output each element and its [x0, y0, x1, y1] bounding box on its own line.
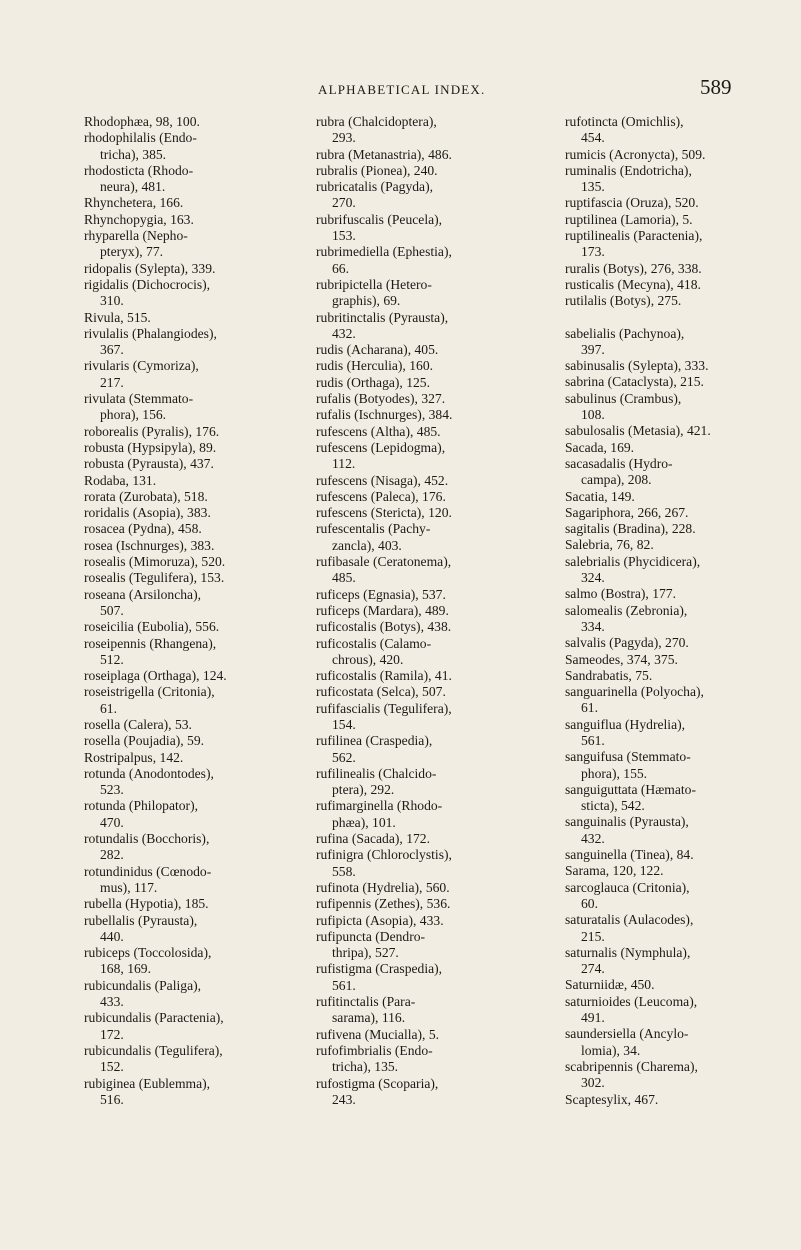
index-entry: sabulosalis (Metasia), 421. — [565, 423, 711, 439]
index-entry: Rivula, 515. — [84, 309, 151, 325]
index-entry: rubra (Metanastria), 486. — [316, 146, 452, 162]
index-entry: rivularis (Cymoriza), 217. — [84, 358, 199, 390]
index-entry: rudis (Herculia), 160. — [316, 358, 434, 374]
page-header — [0, 75, 801, 106]
index-entry: salvalis (Pagyda), 270. — [565, 635, 689, 651]
index-column-3 — [565, 114, 795, 1108]
index-entry: rusticalis (Mecyna), 418. — [565, 276, 701, 292]
index-entry: Sandrabatis, 75. — [565, 667, 653, 683]
index-entry: rufilinea (Craspedia), 562. — [316, 733, 433, 765]
index-entry: rufescens (Nisaga), 452. — [316, 472, 449, 488]
index-entry: ruralis (Botys), 276, 338. — [565, 260, 702, 276]
index-entry: rubrifuscalis (Peucela), 153. — [316, 211, 443, 244]
index-entry: rubicundalis (Paliga), 433. — [84, 977, 202, 1010]
index-entry: rufipicta (Asopia), 433. — [316, 912, 444, 928]
index-entry: sanguifusa (Stemmato- phora), 155. — [565, 749, 691, 781]
index-entry: rufalis (Botyodes), 327. — [316, 391, 446, 407]
index-entry: rubrimediella (Ephestia), 66. — [316, 244, 452, 276]
index-entry: rufescens (Altha), 485. — [316, 423, 441, 439]
index-entry: rufifascialis (Tegulifera), 154. — [316, 700, 452, 732]
index-entry: roseiplaga (Orthaga), 124. — [84, 668, 227, 684]
index-entry: rigidalis (Dichocrocis), 310. — [84, 276, 211, 309]
letter-group-gap — [565, 310, 795, 326]
index-entry: rubiginea (Eublemma), 516. — [84, 1075, 211, 1107]
index-entry: rufostigma (Scoparia), 243. — [316, 1075, 439, 1107]
index-entry: saundersiella (Ancylo- lomia), 34. — [565, 1026, 689, 1058]
index-entry: rufibasale (Ceratonema), 485. — [316, 554, 452, 586]
index-entry: rubritinctalis (Pyrausta), 432. — [316, 309, 449, 341]
index-entry: rumicis (Acronycta), 509. — [565, 146, 706, 162]
page-number: 589 — [700, 75, 732, 99]
index-entry: sagitalis (Bradina), 228. — [565, 521, 696, 537]
index-entry: ruficostalis (Calamo- chrous), 420. — [316, 635, 432, 667]
index-entry: rubripictella (Hetero- graphis), 69. — [316, 276, 432, 309]
index-entry: rufina (Sacada), 172. — [316, 831, 430, 847]
index-entry: sabelialis (Pachynoa), 397. — [565, 325, 685, 357]
index-entry: rubicundalis (Paractenia), 172. — [84, 1010, 224, 1042]
index-entry: rivulata (Stemmato- phora), 156. — [84, 391, 194, 423]
index-column-2 — [316, 114, 548, 1108]
index-entry: rosea (Ischnurges), 383. — [84, 537, 215, 553]
index-entry: Sameodes, 374, 375. — [565, 651, 678, 667]
index-entry: rufipennis (Zethes), 536. — [316, 896, 451, 912]
index-entry: saturnioides (Leucoma), 491. — [565, 993, 698, 1026]
index-entry: sacasadalis (Hydro- campa), 208. — [565, 455, 673, 488]
index-entry: rhyparella (Nepho- pteryx), 77. — [84, 228, 188, 260]
running-title: ALPHABETICAL INDEX. — [318, 82, 486, 97]
index-entry: rufescens (Stericta), 120. — [316, 505, 452, 521]
index-entry: rotundinidus (Cœnodo- mus), 117. — [84, 863, 212, 895]
index-entry: sabinusalis (Sylepta), 333. — [565, 358, 709, 374]
index-entry: rudis (Orthaga), 125. — [316, 374, 431, 390]
index-entry: rufofimbrialis (Endo- tricha), 135. — [316, 1042, 433, 1075]
index-entry: sanguinella (Tinea), 84. — [565, 847, 694, 863]
index-entry: rufilinealis (Chalcido- ptera), 292. — [316, 765, 437, 798]
index-entry: rufalis (Ischnurges), 384. — [316, 407, 453, 423]
index-entry: rhodosticta (Rhodo- neura), 481. — [84, 162, 194, 195]
index-entry: Rostripalpus, 142. — [84, 749, 184, 765]
index-entry: Rhodophæa, 98, 100. — [84, 114, 200, 129]
index-entry: rubicundalis (Tegulifera), 152. — [84, 1042, 223, 1075]
index-entry: rivulalis (Phalangiodes), 367. — [84, 325, 217, 358]
index-entry: rufitinctalis (Para- sarama), 116. — [316, 994, 416, 1026]
index-entry: rubricatalis (Pagyda), 270. — [316, 179, 434, 211]
index-entry: Sagariphora, 266, 267. — [565, 504, 689, 520]
index-entry: ruminalis (Endotricha), 135. — [565, 162, 692, 195]
index-entry: scabripennis (Charema), 302. — [565, 1058, 698, 1091]
index-entry: sarcoglauca (Critonia), 60. — [565, 879, 690, 911]
index-entry: ruficostalis (Ramila), 41. — [316, 668, 452, 684]
index-entry: rubralis (Pionea), 240. — [316, 162, 438, 178]
index-entry: robusta (Hypsipyla), 89. — [84, 439, 217, 455]
index-entry: saturnalis (Nymphula), 274. — [565, 944, 691, 977]
index-entry: rotundalis (Bocchoris), 282. — [84, 831, 210, 863]
index-entry: rosella (Calera), 53. — [84, 716, 192, 732]
index-entry: rufescens (Lepidogma), 112. — [316, 439, 446, 472]
index-entry: ruficeps (Egnasia), 537. — [316, 586, 446, 602]
index-entry: rufipuncta (Dendro- thripa), 527. — [316, 928, 426, 961]
index-entry: salmo (Bostra), 177. — [565, 586, 677, 602]
index-entry: Saturniidæ, 450. — [565, 977, 655, 993]
index-entry: ruficostata (Selca), 507. — [316, 684, 446, 700]
index-entry: roseicilia (Eubolia), 556. — [84, 619, 220, 635]
index-entry: Sacada, 169. — [565, 439, 635, 455]
index-entry: sanguarinella (Polyocha), 61. — [565, 684, 704, 716]
index-entry: rufescens (Paleca), 176. — [316, 488, 446, 504]
index-entry: rubra (Chalcidoptera), 293. — [316, 114, 437, 146]
index-entry: robusta (Pyrausta), 437. — [84, 456, 214, 472]
index-entry: sanguinalis (Pyrausta), 432. — [565, 814, 689, 846]
index-entry: ruptilinea (Lamoria), 5. — [565, 211, 693, 227]
index-entry: rufistigma (Craspedia), 561. — [316, 961, 443, 993]
index-entry: salomealis (Zebronia), 334. — [565, 602, 688, 634]
index-entry: rotunda (Anodontodes), 523. — [84, 765, 214, 798]
index-entry: roridalis (Asopia), 383. — [84, 505, 211, 521]
index-entry: rufescentalis (Pachy- zancla), 403. — [316, 521, 431, 553]
index-entry: rufinigra (Chloroclystis), 558. — [316, 847, 452, 879]
index-entry: sanguiflua (Hydrelia), 561. — [565, 716, 686, 748]
index-entry: rubella (Hypotia), 185. — [84, 896, 209, 912]
index-entry: rubiceps (Toccolosida), 168, 169. — [84, 945, 212, 977]
index-entry: ridopalis (Sylepta), 339. — [84, 260, 216, 276]
index-entry: rutilalis (Botys), 275. — [565, 293, 682, 309]
index-entry: Rhynchopygia, 163. — [84, 211, 194, 227]
index-entry: ruptifascia (Oruza), 520. — [565, 195, 699, 211]
index-entry: rufivena (Mucialla), 5. — [316, 1026, 440, 1042]
index-entry: Sarama, 120, 122. — [565, 863, 664, 879]
index-entry: rotunda (Philopator), 470. — [84, 798, 199, 830]
index-entry: rosella (Poujadia), 59. — [84, 733, 205, 749]
index-entry: rudis (Acharana), 405. — [316, 342, 439, 358]
index-entry: sanguiguttata (Hæmato- sticta), 542. — [565, 781, 696, 814]
index-entry: Rodaba, 131. — [84, 472, 157, 488]
index-entry: rorata (Zurobata), 518. — [84, 488, 208, 504]
index-entry: ruptilinealis (Paractenia), 173. — [565, 228, 703, 260]
index-entry: Rhynchetera, 166. — [84, 195, 184, 211]
index-entry: rosacea (Pydna), 458. — [84, 521, 202, 537]
index-entry: rufinota (Hydrelia), 560. — [316, 879, 450, 895]
index-entry: sabrina (Cataclysta), 215. — [565, 374, 704, 390]
index-entry: roborealis (Pyralis), 176. — [84, 423, 220, 439]
index-entry: rosealis (Mimoruza), 520. — [84, 554, 226, 570]
index-entry: Sacatia, 149. — [565, 488, 635, 504]
index-entry: salebrialis (Phycidicera), 324. — [565, 553, 701, 586]
index-entry: saturatalis (Aulacodes), 215. — [565, 912, 694, 944]
index-entry: ruficostalis (Botys), 438. — [316, 619, 452, 635]
index-entry: rhodophilalis (Endo- tricha), 385. — [84, 130, 197, 162]
index-entry: sabulinus (Crambus), 108. — [565, 390, 682, 423]
index-entry: ruficeps (Mardara), 489. — [316, 602, 449, 618]
index-entry: rosealis (Tegulifera), 153. — [84, 570, 225, 586]
index-entry: rufotincta (Omichlis), 454. — [565, 114, 684, 146]
index-column-1 — [84, 114, 302, 1108]
index-entry: rufimarginella (Rhodo- phæa), 101. — [316, 798, 443, 830]
index-entry: roseistrigella (Critonia), 61. — [84, 684, 215, 716]
index-entry: Salebria, 76, 82. — [565, 537, 654, 553]
index-entry: roseipennis (Rhangena), 512. — [84, 635, 217, 667]
index-entry: Scaptesylix, 467. — [565, 1091, 659, 1107]
index-entry: rubellalis (Pyrausta), 440. — [84, 912, 198, 944]
index-entry: roseana (Arsiloncha), 507. — [84, 586, 202, 618]
